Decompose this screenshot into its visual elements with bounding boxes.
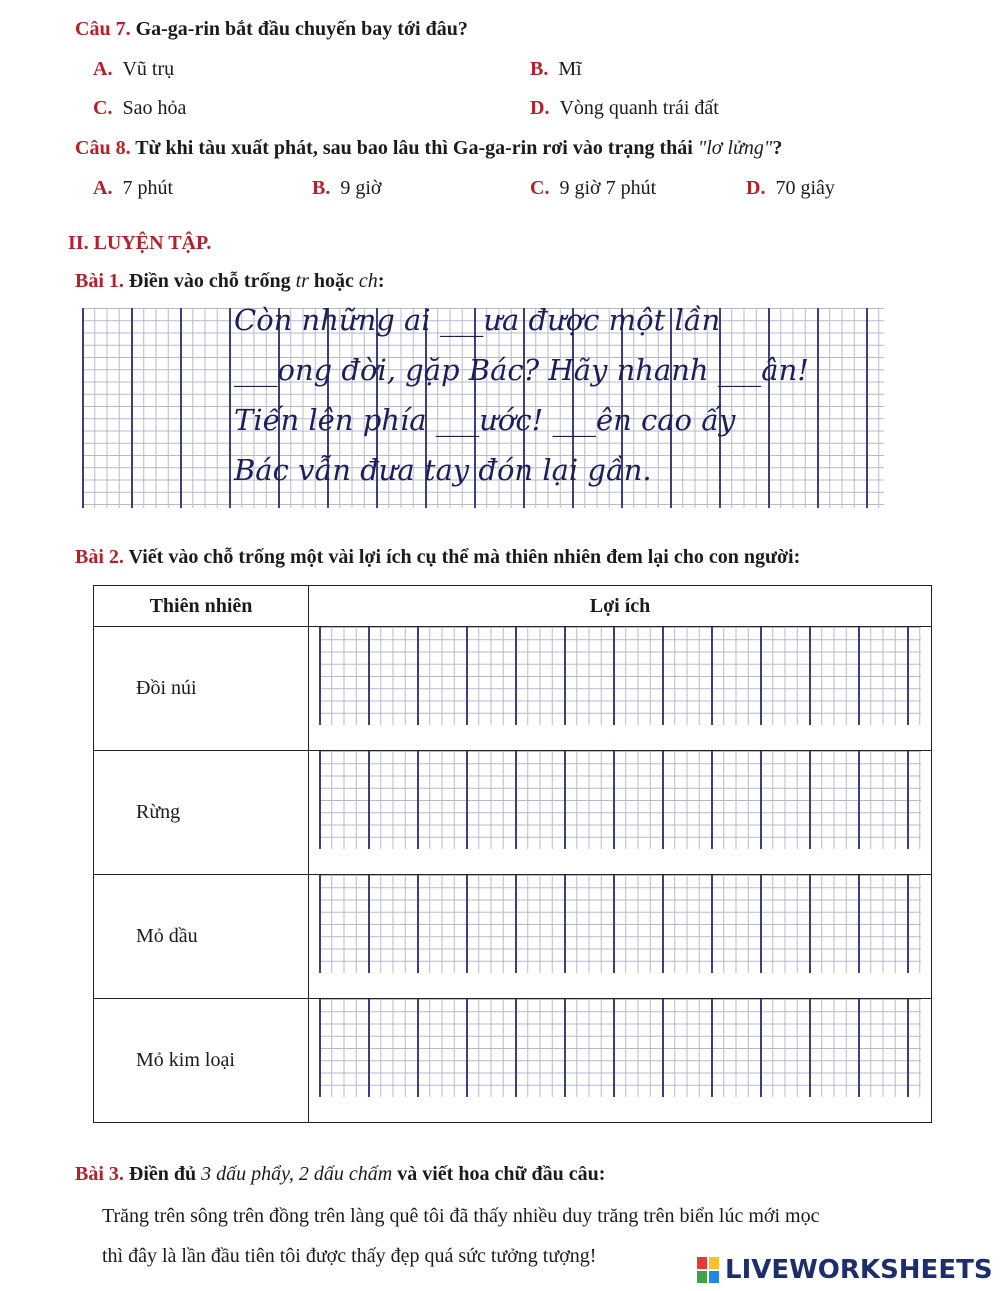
exercise-text-mid: hoặc xyxy=(308,270,359,292)
option-b[interactable] xyxy=(530,58,582,81)
option-letter: C. xyxy=(530,177,550,199)
exercise-text-end: : xyxy=(377,270,385,292)
option-text: Sao hỏa xyxy=(122,97,187,119)
option-b[interactable] xyxy=(312,177,381,200)
exercise-2-title xyxy=(75,546,800,569)
option-a[interactable] xyxy=(93,177,173,200)
question-text: Ga-ga-rin bắt đầu chuyến bay tới đâu? xyxy=(135,18,468,40)
option-d[interactable] xyxy=(746,177,835,200)
row-label: Rừng xyxy=(94,751,309,875)
answer-grid[interactable] xyxy=(319,627,921,725)
paragraph-line-2[interactable]: thì đây là lần đầu tiên tôi được thấy đẹp quá sức tưởng tượng! xyxy=(102,1245,597,1267)
option-c[interactable] xyxy=(530,177,656,200)
row-label: Mỏ kim loại xyxy=(94,999,309,1123)
exercise-number: Bài 3. xyxy=(75,1163,124,1185)
table-row xyxy=(94,751,932,875)
poem-line-4: Bác vẫn đưa tay đón lại gần. xyxy=(234,453,652,487)
answer-cell[interactable] xyxy=(309,751,932,875)
poem-line-2: ___ong đời, gặp Bác? Hãy nhanh ___ân! xyxy=(234,353,809,387)
liveworksheets-logo xyxy=(697,1255,993,1285)
option-letter: B. xyxy=(530,58,549,80)
row-label: Mỏ dầu xyxy=(94,875,309,999)
question-text: Từ khi tàu xuất phát, sau bao lâu thì Ga-ga-rin rơi vào trạng thái xyxy=(135,137,698,159)
option-text: Mĩ xyxy=(558,58,582,80)
exercise-text: Điền vào chỗ trống xyxy=(128,270,296,292)
exercise-number: Bài 2. xyxy=(75,546,124,568)
table-row xyxy=(94,627,932,751)
exercise-text-mid: và viết hoa chữ đầu câu: xyxy=(392,1163,606,1185)
question-number: Câu 8. xyxy=(75,137,131,159)
header-benefit: Lợi ích xyxy=(309,586,932,627)
exercise-text: Điền đủ xyxy=(128,1163,202,1185)
option-letter: A. xyxy=(93,58,113,80)
option-text: Vòng quanh trái đất xyxy=(559,97,719,119)
exercise-text: Viết vào chỗ trống một vài lợi ích cụ thể mà thiên nhiên đem lại cho con người: xyxy=(128,546,801,568)
option-text: 70 giây xyxy=(775,177,835,199)
option-text: 9 giờ xyxy=(340,177,382,199)
answer-cell[interactable] xyxy=(309,999,932,1123)
quote-text: "lơ lửng" xyxy=(697,137,773,159)
answer-grid[interactable] xyxy=(319,999,921,1097)
paragraph-line-1[interactable]: Trăng trên sông trên đồng trên làng quê tôi đã thấy nhiều duy trăng trên biển lúc mới mọc xyxy=(102,1205,820,1227)
option-letter: A. xyxy=(93,177,113,199)
option-letter: C. xyxy=(93,97,113,119)
table-row xyxy=(94,875,932,999)
question-end: ? xyxy=(772,137,783,159)
option-letter: D. xyxy=(746,177,766,199)
poem-line-3: Tiến lên phía ___ước! ___ên cao ấy xyxy=(234,403,736,437)
italic-ch: ch xyxy=(358,270,378,292)
row-label: Đồi núi xyxy=(94,627,309,751)
italic-punctuation: 3 dấu phẩy, 2 dấu chấm xyxy=(201,1163,393,1185)
question-number: Câu 7. xyxy=(75,18,131,40)
answer-cell[interactable] xyxy=(309,627,932,751)
poem-line-1: Còn những ai ___ưa được một lần xyxy=(234,303,721,337)
answer-cell[interactable] xyxy=(309,875,932,999)
question-8 xyxy=(75,137,782,160)
table-header xyxy=(94,586,932,627)
logo-icon xyxy=(697,1257,721,1283)
table-row xyxy=(94,999,932,1123)
option-d[interactable] xyxy=(530,97,719,120)
benefits-table xyxy=(93,585,932,1123)
option-letter: B. xyxy=(312,177,331,199)
question-7 xyxy=(75,18,468,41)
exercise-3-title xyxy=(75,1163,605,1186)
exercise-1-title xyxy=(75,270,384,293)
option-a[interactable] xyxy=(93,58,174,81)
option-text: 7 phút xyxy=(122,177,174,199)
option-text: 9 giờ 7 phút xyxy=(559,177,657,199)
answer-grid[interactable] xyxy=(319,875,921,973)
logo-text: LIVEWORKSHEETS xyxy=(725,1255,993,1285)
answer-grid[interactable] xyxy=(319,751,921,849)
option-text: Vũ trụ xyxy=(122,58,175,80)
option-c[interactable] xyxy=(93,97,186,120)
section-title: II. LUYỆN TẬP. xyxy=(68,232,212,254)
italic-tr: tr xyxy=(295,270,309,292)
header-nature: Thiên nhiên xyxy=(94,586,309,627)
option-letter: D. xyxy=(530,97,550,119)
exercise-number: Bài 1. xyxy=(75,270,124,292)
